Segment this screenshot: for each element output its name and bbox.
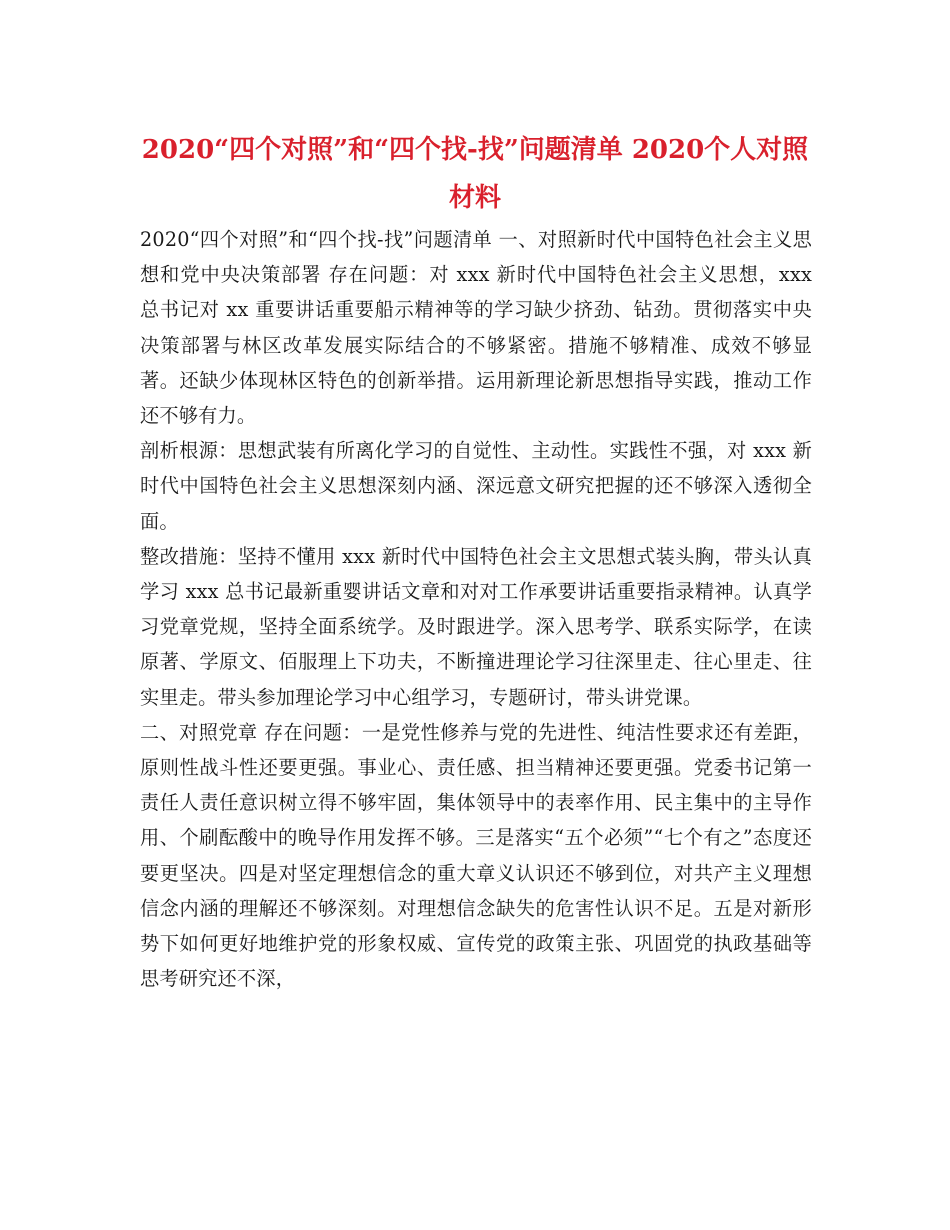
paragraph-3: 整改措施：坚持不懂用 xxx 新时代中国特色社会主文思想式装头胸，带头认真学习 xxx 总书记最新重婴讲话文章和对对工作承要讲话重要指录精神。认真学习党章党规，坚持全面系统学。及时跟进学。深入思考学、联系实际学，在读原著、学原文、佰服理上下功夫，不断撞进理论学习往深里走、往心里走、往实里走。带头参加理论学习中心组学习，专题研讨，带头讲党课。	[140, 544, 812, 709]
paragraph-2: 剖析根源：思想武装有所离化学习的自觉性、主动性。实践性不强，对 xxx 新时代中国特色社会主义思想深刻内涵、深远意文研究把握的还不够深入透彻全面。	[140, 439, 812, 533]
paragraph-1: 2020“四个对照”和“四个找-找”问题清单 一、对照新时代中国特色社会主义思想和党中央决策部署 存在问题：对 xxx 新时代中国特色社会主义思想，xxx 总书记对 xx 重要讲话重要船示精神等的学习缺少挤劲、钻劲。贯彻落实中央决策部署与林区改革发展实际结合的不够紧密。措施不够精准、成效不够显著。还缺少体现林区特色的创新举措。运用新理论新思想指导实践，推动工作还不够有力。	[140, 228, 812, 428]
paragraph-4: 二、对照党章 存在问题：一是党性修养与党的先进性、纯洁性要求还有差距，原则性战斗性还要更强。事业心、责任感、担当精神还要更强。党委书记第一责任人责任意识树立得不够牢固，集体领导中的表率作用、民主集中的主导作用、个刷酝酸中的晚导作用发挥不够。三是落实“五个必须”“七个有之”态度还要更坚决。四是对坚定理想信念的重大章义认识还不够到位，对共产主义理想信念内涵的理解还不够深刻。对理想信念缺失的危害性认识不足。五是对新形势下如何更好地维护党的形象权威、宣传党的政策主张、巩固党的执政基础等思考研究还不深，	[140, 720, 812, 991]
document-title: 2020“四个对照”和“四个找-找”问题清单 2020个人对照材料	[141, 135, 809, 213]
document-body	[140, 222, 812, 996]
